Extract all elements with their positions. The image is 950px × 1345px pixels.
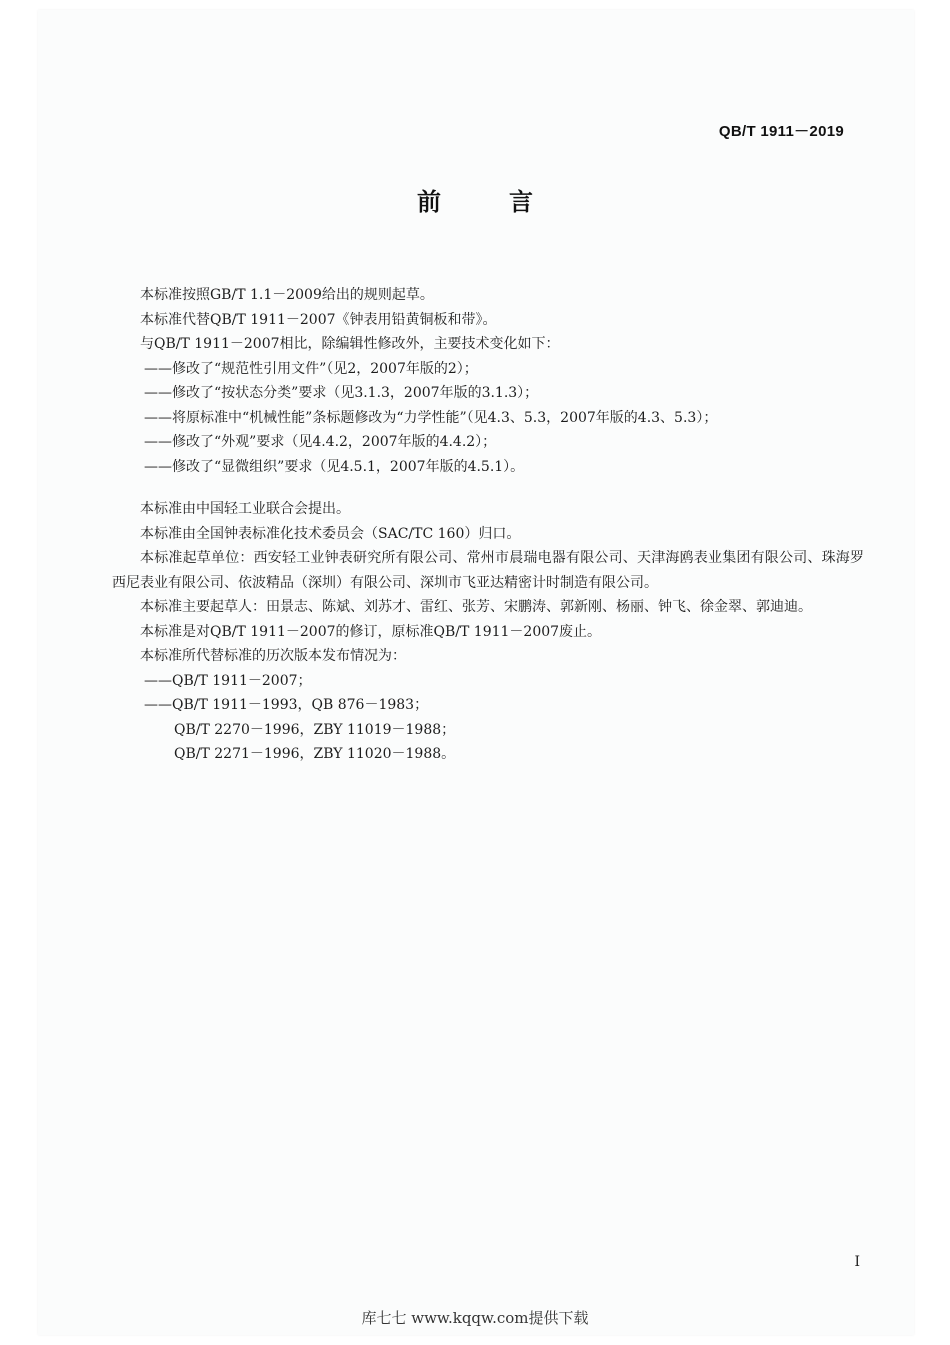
paragraph: 与QB/T 1911－2007相比，除编辑性修改外，主要技术变化如下：: [140, 336, 560, 352]
history-item-continued: QB/T 2271－1996，ZBY 11020－1988。: [174, 746, 456, 762]
info-paragraph: 本标准由全国钟表标准化技术委员会（SAC/TC 160）归口。: [140, 525, 521, 542]
history-item-continued: QB/T 2270－1996，ZBY 11019－1988；: [174, 721, 456, 738]
foreword-body: [112, 283, 864, 767]
standard-code: QB/T 1911－2019: [718, 123, 844, 140]
history-item: ——QB/T 1911－2007；: [144, 672, 312, 689]
page-number: I: [854, 1254, 860, 1270]
info-paragraph: 本标准起草单位：西安轻工业钟表研究所有限公司、常州市晨瑞电器有限公司、天津海鸥表业集团有限公司、珠海罗西尼表业有限公司、依波精品（深圳）有限公司、深圳市飞亚达精密计时制造有限公司。: [112, 550, 864, 591]
info-paragraph: 本标准主要起草人：田景志、陈斌、刘苏才、雷红、张芳、宋鹏涛、郭新刚、杨丽、钟飞、徐金翠、郭迪迪。: [140, 599, 812, 615]
change-item: ——修改了“规范性引用文件”（见2，2007年版的2）；: [144, 360, 478, 377]
download-footer: 库七七 www.kqqw.com提供下载: [361, 1309, 589, 1327]
change-item: ——修改了“外观”要求（见4.4.2，2007年版的4.4.2）；: [144, 434, 497, 450]
info-paragraph: 本标准是对QB/T 1911－2007的修订，原标准QB/T 1911－2007废止。: [140, 623, 602, 640]
change-item: ——将原标准中“机械性能”条标题修改为“力学性能”（见4.3、5.3，2007年版的4.3、5.3）；: [144, 409, 718, 426]
history-item: ——QB/T 1911－1993，QB 876－1983；: [144, 697, 429, 713]
paragraph: 本标准按照GB/T 1.1－2009给出的规则起草。: [140, 287, 434, 303]
change-item: ——修改了“显微组织”要求（见4.5.1，2007年版的4.5.1）。: [144, 458, 525, 475]
info-paragraph: 本标准所代替标准的历次版本发布情况为：: [140, 648, 406, 664]
info-paragraph: 本标准由中国轻工业联合会提出。: [140, 501, 350, 517]
change-item: ——修改了“按状态分类”要求（见3.1.3，2007年版的3.1.3）；: [144, 385, 539, 401]
page-title: 前 言: [417, 188, 555, 216]
paragraph: 本标准代替QB/T 1911－2007《钟表用铅黄铜板和带》。: [140, 311, 497, 328]
spacer: [112, 479, 864, 497]
